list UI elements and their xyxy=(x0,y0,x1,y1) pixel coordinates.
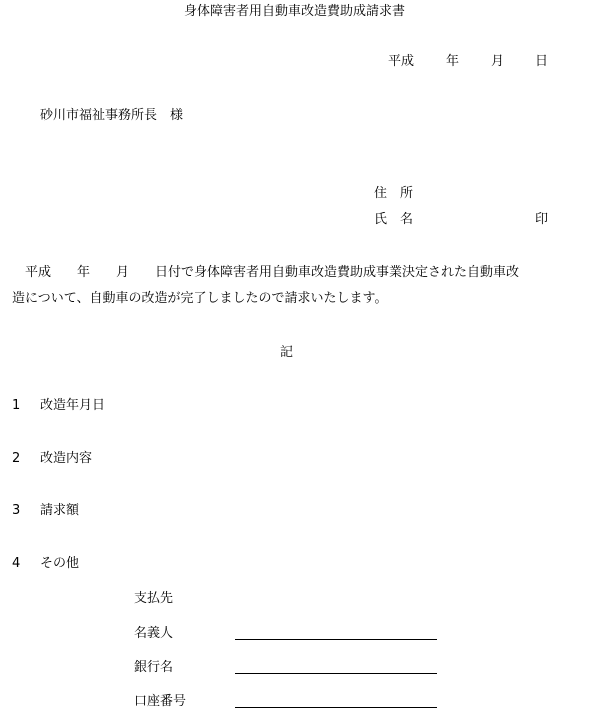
bank-name-field[interactable] xyxy=(235,673,437,674)
payee-name-field[interactable] xyxy=(235,639,437,640)
item-number: 3 xyxy=(12,503,21,518)
seal-mark: 印 xyxy=(535,212,549,227)
item-label: その他 xyxy=(40,556,80,571)
bank-name-label: 銀行名 xyxy=(134,660,174,675)
item-label: 改造年月日 xyxy=(40,398,106,413)
account-number-label: 口座番号 xyxy=(134,694,187,709)
addressee: 砂川市福祉事務所長 様 xyxy=(40,108,184,123)
item-number: 2 xyxy=(12,451,21,466)
applicant-name-label: 氏 名 xyxy=(374,212,414,227)
item-label: 請求額 xyxy=(40,503,80,518)
date-day: 日 xyxy=(535,54,549,69)
item-number: 1 xyxy=(12,398,21,413)
account-number-field[interactable] xyxy=(235,707,437,708)
body-text-line1: 平成 年 月 日付で身体障害者用自動車改造費助成事業決定された自動車改 xyxy=(12,265,520,280)
date-month: 月 xyxy=(491,54,505,69)
date-era: 平成 xyxy=(388,54,415,69)
body-text-line2: 造について、自動車の改造が完了しましたので請求いたします。 xyxy=(12,291,388,306)
ki-heading: 記 xyxy=(280,345,294,360)
payment-heading: 支払先 xyxy=(134,591,174,606)
applicant-address-label: 住 所 xyxy=(374,186,414,201)
date-year: 年 xyxy=(446,54,460,69)
payee-name-label: 名義人 xyxy=(134,626,174,641)
item-label: 改造内容 xyxy=(40,451,93,466)
document-title: 身体障害者用自動車改造費助成請求書 xyxy=(183,4,405,19)
item-number: 4 xyxy=(12,556,21,571)
